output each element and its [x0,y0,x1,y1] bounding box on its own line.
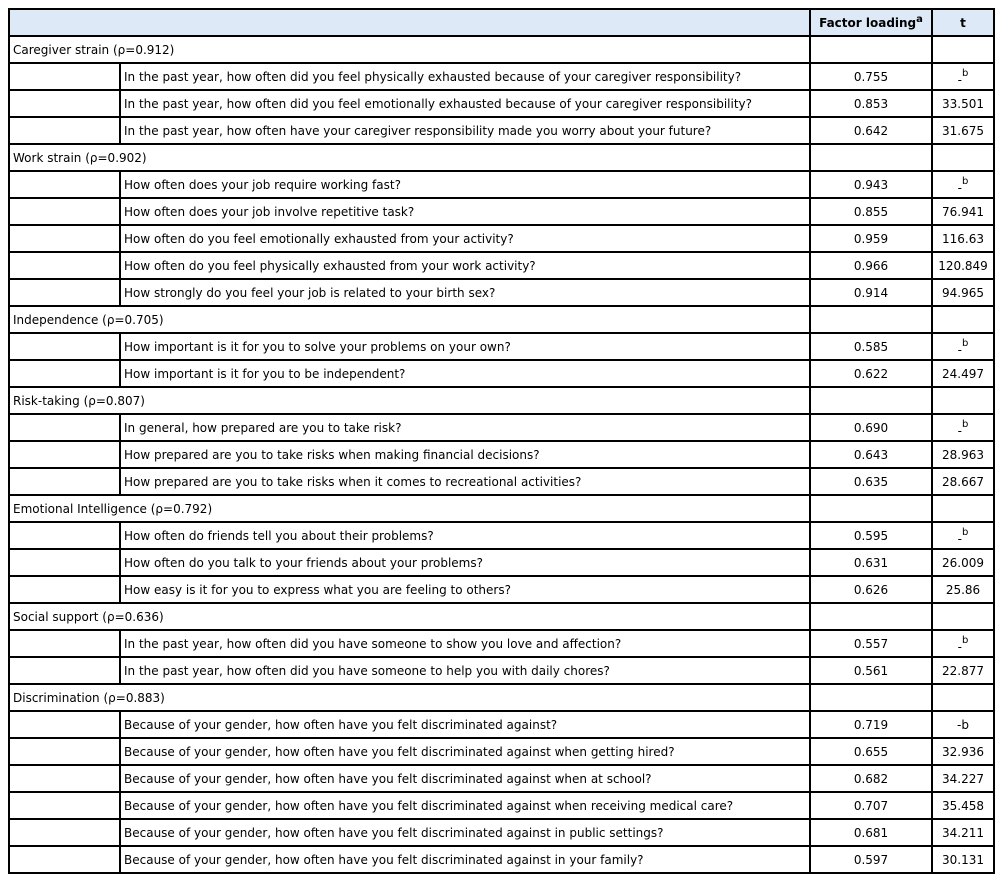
group-title: Emotional Intelligence (ρ=0.792) [9,495,810,522]
t-dash: - [957,531,962,546]
table-row [9,414,994,441]
question-cell: How important is it for you to be independent? [120,360,810,387]
factor-loading-cell: 0.959 [810,225,932,252]
t-cell: 35.458 [932,792,994,819]
group-empty-cell [932,684,994,711]
question-cell: How often do friends tell you about their problems? [120,522,810,549]
table-body [9,36,994,873]
question-cell: Because of your gender, how often have you felt discriminated against when getting hired? [120,738,810,765]
factor-loading-cell: 0.595 [810,522,932,549]
factor-loading-cell: 0.557 [810,630,932,657]
table-row [9,171,994,198]
t-cell: 116.63 [932,225,994,252]
question-cell: Because of your gender, how often have you felt discriminated against when at school? [120,765,810,792]
t-cell: 120.849 [932,252,994,279]
group-empty-cell [810,36,932,63]
group-empty-cell [810,144,932,171]
header-row [9,9,994,36]
t-cell: -b [932,711,994,738]
question-cell: In the past year, how often did you feel physically exhausted because of your caregiver responsibility? [120,63,810,90]
group-empty-cell [932,603,994,630]
question-cell: In the past year, how often have your caregiver responsibility made you worry about your future? [120,117,810,144]
table-row [9,468,994,495]
indent-cell [9,117,120,144]
factor-loading-cell: 0.966 [810,252,932,279]
group-row [9,603,994,630]
t-cell: 34.211 [932,819,994,846]
question-cell: How often does your job require working fast? [120,171,810,198]
factor-loading-cell: 0.626 [810,576,932,603]
t-cell: 25.86 [932,576,994,603]
t-cell [932,333,994,360]
header-factor-loading [810,9,932,36]
question-cell: Because of your gender, how often have you felt discriminated against in your family? [120,846,810,873]
t-footnote-sup: b [961,526,969,538]
table-row [9,792,994,819]
t-dash: - [957,72,962,87]
t-cell: 24.497 [932,360,994,387]
t-cell: 26.009 [932,549,994,576]
indent-cell [9,333,120,360]
question-cell: How prepared are you to take risks when it comes to recreational activities? [120,468,810,495]
table-row [9,630,994,657]
table-row [9,765,994,792]
t-cell [932,414,994,441]
table-row [9,441,994,468]
group-title: Risk-taking (ρ=0.807) [9,387,810,414]
group-row [9,306,994,333]
group-empty-cell [932,144,994,171]
t-footnote-sup: b [961,337,969,349]
indent-cell [9,90,120,117]
t-cell: 22.877 [932,657,994,684]
header-blank [9,9,810,36]
group-row [9,684,994,711]
factor-loading-cell: 0.622 [810,360,932,387]
indent-cell [9,171,120,198]
group-empty-cell [810,306,932,333]
question-cell: In the past year, how often did you feel emotionally exhausted because of your caregiver responsibility? [120,90,810,117]
group-row [9,36,994,63]
table-row [9,738,994,765]
group-title: Caregiver strain (ρ=0.912) [9,36,810,63]
question-cell: Because of your gender, how often have you felt discriminated against in public settings? [120,819,810,846]
question-cell: How often do you feel physically exhausted from your work activity? [120,252,810,279]
group-empty-cell [932,495,994,522]
table-row [9,333,994,360]
t-cell: 28.963 [932,441,994,468]
question-cell: Because of your gender, how often have you felt discriminated against when receiving medical care? [120,792,810,819]
t-cell [932,171,994,198]
table-row [9,522,994,549]
factor-loading-cell: 0.597 [810,846,932,873]
question-cell: How easy is it for you to express what you are feeling to others? [120,576,810,603]
factor-loading-cell: 0.719 [810,711,932,738]
indent-cell [9,576,120,603]
factor-loading-cell: 0.855 [810,198,932,225]
factor-loading-cell: 0.707 [810,792,932,819]
group-title: Discrimination (ρ=0.883) [9,684,810,711]
table-row [9,846,994,873]
table-row [9,63,994,90]
factor-loading-cell: 0.682 [810,765,932,792]
group-empty-cell [810,603,932,630]
table-row [9,279,994,306]
indent-cell [9,225,120,252]
indent-cell [9,279,120,306]
indent-cell [9,63,120,90]
factor-loading-cell: 0.690 [810,414,932,441]
header-factor-loading-label: Factor loading [819,15,917,30]
indent-cell [9,522,120,549]
table-row [9,225,994,252]
question-cell: How often do you talk to your friends about your problems? [120,549,810,576]
factor-loading-cell: 0.943 [810,171,932,198]
group-empty-cell [810,495,932,522]
group-empty-cell [932,36,994,63]
t-footnote-sup: b [961,67,969,79]
factor-loading-cell: 0.585 [810,333,932,360]
t-dash: - [957,180,962,195]
question-cell: How strongly do you feel your job is related to your birth sex? [120,279,810,306]
group-empty-cell [932,387,994,414]
table-row [9,90,994,117]
factor-loading-cell: 0.631 [810,549,932,576]
t-cell [932,630,994,657]
indent-cell [9,360,120,387]
t-dash: - [957,639,962,654]
group-empty-cell [932,306,994,333]
t-cell: 31.675 [932,117,994,144]
t-cell [932,522,994,549]
indent-cell [9,414,120,441]
table-row [9,360,994,387]
indent-cell [9,711,120,738]
table-row [9,819,994,846]
table-row [9,711,994,738]
group-row [9,495,994,522]
question-cell: How often do you feel emotionally exhausted from your activity? [120,225,810,252]
group-title: Work strain (ρ=0.902) [9,144,810,171]
factor-loading-cell: 0.755 [810,63,932,90]
indent-cell [9,657,120,684]
indent-cell [9,630,120,657]
t-footnote-sup: b [961,634,969,646]
factor-loading-cell: 0.681 [810,819,932,846]
t-cell [932,63,994,90]
table-row [9,549,994,576]
factor-loading-cell: 0.635 [810,468,932,495]
t-cell: 76.941 [932,198,994,225]
indent-cell [9,792,120,819]
indent-cell [9,468,120,495]
indent-cell [9,846,120,873]
indent-cell [9,738,120,765]
question-cell: Because of your gender, how often have you felt discriminated against? [120,711,810,738]
table-row [9,252,994,279]
factor-loading-table [8,8,995,874]
question-cell: In the past year, how often did you have someone to help you with daily chores? [120,657,810,684]
factor-loading-cell: 0.853 [810,90,932,117]
factor-loading-cell: 0.914 [810,279,932,306]
factor-loading-cell: 0.643 [810,441,932,468]
question-cell: In the past year, how often did you have someone to show you love and affection? [120,630,810,657]
group-row [9,144,994,171]
table-header [9,9,994,36]
question-cell: How prepared are you to take risks when making financial decisions? [120,441,810,468]
header-factor-loading-sup: a [916,13,923,25]
factor-loading-cell: 0.561 [810,657,932,684]
group-empty-cell [810,387,932,414]
indent-cell [9,549,120,576]
group-row [9,387,994,414]
t-footnote-sup: b [961,418,969,430]
indent-cell [9,765,120,792]
question-cell: How important is it for you to solve your problems on your own? [120,333,810,360]
t-cell: 30.131 [932,846,994,873]
group-title: Social support (ρ=0.636) [9,603,810,630]
t-cell: 32.936 [932,738,994,765]
table-row [9,198,994,225]
table-row [9,117,994,144]
indent-cell [9,819,120,846]
t-footnote-sup: b [961,175,969,187]
factor-loading-cell: 0.655 [810,738,932,765]
factor-loading-cell: 0.642 [810,117,932,144]
table-row [9,657,994,684]
question-cell: In general, how prepared are you to take risk? [120,414,810,441]
question-cell: How often does your job involve repetitive task? [120,198,810,225]
t-cell: 34.227 [932,765,994,792]
t-dash: - [957,342,962,357]
t-dash: - [957,423,962,438]
indent-cell [9,252,120,279]
table-row [9,576,994,603]
indent-cell [9,441,120,468]
indent-cell [9,198,120,225]
t-cell: 94.965 [932,279,994,306]
t-cell: 33.501 [932,90,994,117]
header-t: t [932,9,994,36]
group-empty-cell [810,684,932,711]
t-cell: 28.667 [932,468,994,495]
group-title: Independence (ρ=0.705) [9,306,810,333]
